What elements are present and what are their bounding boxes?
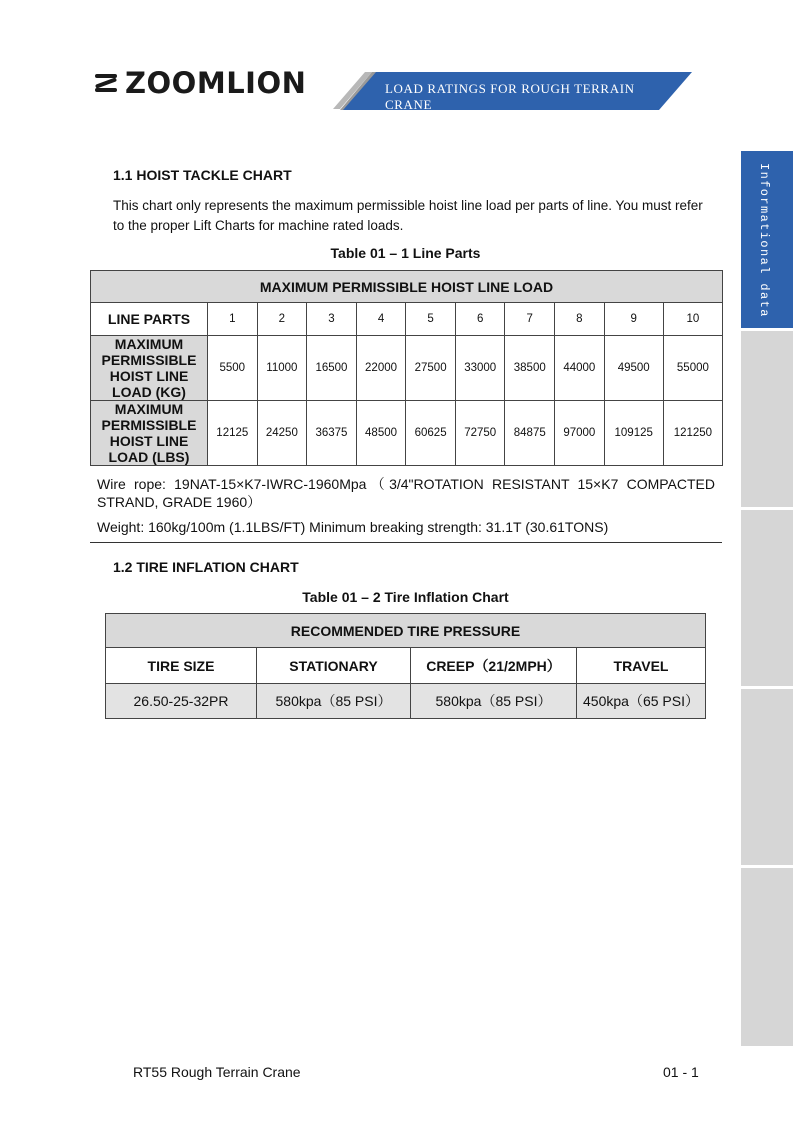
line-parts-cell: 9	[604, 303, 663, 336]
load-lbs-cell: 121250	[663, 401, 722, 466]
side-tab-label: Informational data	[757, 163, 771, 318]
banner-title: LOAD RATINGS FOR ROUGH TERRAIN CRANE	[385, 81, 635, 112]
load-lbs-cell: 109125	[604, 401, 663, 466]
wire-rope-spec: Wire rope: 19NAT-15×K7-IWRC-1960Mpa（3/4"ROTATION RESISTANT 15×K7 COMPACTED STRAND, GRADE 1960）	[97, 476, 715, 510]
section-1-intro: This chart only represents the maximum permissible hoist line load per parts of line. You must refer to the proper Lift Charts for machine rated loads.	[113, 198, 703, 233]
load-lbs-label: MAXIMUM PERMISSIBLE HOIST LINE LOAD (LBS)	[91, 401, 208, 466]
load-kg-cell: 11000	[257, 336, 307, 401]
stationary-value: 580kpa（85 PSI）	[257, 684, 411, 719]
hoist-line-table	[90, 270, 723, 466]
load-kg-cell: 44000	[555, 336, 605, 401]
col-stationary: STATIONARY	[257, 648, 411, 684]
load-kg-row	[91, 336, 723, 401]
line-parts-cell: 10	[663, 303, 722, 336]
line-parts-cell: 6	[455, 303, 505, 336]
footer-page-number: 01 - 1	[663, 1064, 699, 1080]
load-kg-cell: 5500	[208, 336, 258, 401]
line-parts-cell: 7	[505, 303, 555, 336]
load-lbs-cell: 48500	[356, 401, 406, 466]
line-parts-cell: 1	[208, 303, 258, 336]
load-kg-cell: 27500	[406, 336, 456, 401]
load-lbs-cell: 60625	[406, 401, 456, 466]
load-kg-cell: 16500	[307, 336, 357, 401]
load-lbs-cell: 72750	[455, 401, 505, 466]
line-parts-label: LINE PARTS	[91, 303, 208, 336]
load-lbs-row	[91, 401, 723, 466]
tire-values-row	[106, 684, 706, 719]
line-parts-cell: 2	[257, 303, 307, 336]
tire-pressure-table	[105, 613, 706, 719]
line-parts-cell: 8	[555, 303, 605, 336]
section-2-title: 1.2 TIRE INFLATION CHART	[113, 559, 299, 575]
logo-text: ZOOMLION	[125, 66, 307, 100]
tire-size-value: 26.50-25-32PR	[106, 684, 257, 719]
load-lbs-cell: 12125	[208, 401, 258, 466]
table-1-header: MAXIMUM PERMISSIBLE HOIST LINE LOAD	[91, 271, 723, 303]
load-kg-label: MAXIMUM PERMISSIBLE HOIST LINE LOAD (KG)	[91, 336, 208, 401]
travel-value: 450kpa（65 PSI）	[577, 684, 706, 719]
zoomlion-mark-icon	[93, 70, 119, 96]
section-divider	[90, 542, 722, 543]
weight-spec: Weight: 160kg/100m (1.1LBS/FT) Minimum breaking strength: 31.1T (30.61TONS)	[97, 519, 609, 535]
load-lbs-cell: 24250	[257, 401, 307, 466]
company-logo	[93, 66, 306, 100]
load-lbs-cell: 36375	[307, 401, 357, 466]
line-parts-row	[91, 303, 723, 336]
load-lbs-cell: 84875	[505, 401, 555, 466]
load-kg-cell: 33000	[455, 336, 505, 401]
line-parts-cell: 5	[406, 303, 456, 336]
footer-model: RT55 Rough Terrain Crane	[133, 1064, 301, 1080]
line-parts-cell: 3	[307, 303, 357, 336]
side-tab-4[interactable]	[741, 689, 793, 865]
side-tab-informational-data[interactable]	[741, 151, 793, 328]
section-1-title: 1.1 HOIST TACKLE CHART	[113, 167, 292, 183]
col-tire-size: TIRE SIZE	[106, 648, 257, 684]
load-kg-cell: 38500	[505, 336, 555, 401]
line-parts-cell: 4	[356, 303, 406, 336]
side-tab-5[interactable]	[741, 868, 793, 1046]
table-1-caption: Table 01 – 1 Line Parts	[330, 245, 481, 261]
side-tab-2[interactable]	[741, 331, 793, 507]
col-travel: TRAVEL	[577, 648, 706, 684]
load-kg-cell: 55000	[663, 336, 722, 401]
load-kg-cell: 49500	[604, 336, 663, 401]
table-2-caption: Table 01 – 2 Tire Inflation Chart	[302, 589, 509, 605]
load-lbs-cell: 97000	[555, 401, 605, 466]
col-creep: CREEP（21/2MPH）	[411, 648, 577, 684]
creep-value: 580kpa（85 PSI）	[411, 684, 577, 719]
tire-column-headers	[106, 648, 706, 684]
load-kg-cell: 22000	[356, 336, 406, 401]
table-2-header: RECOMMENDED TIRE PRESSURE	[106, 614, 706, 648]
